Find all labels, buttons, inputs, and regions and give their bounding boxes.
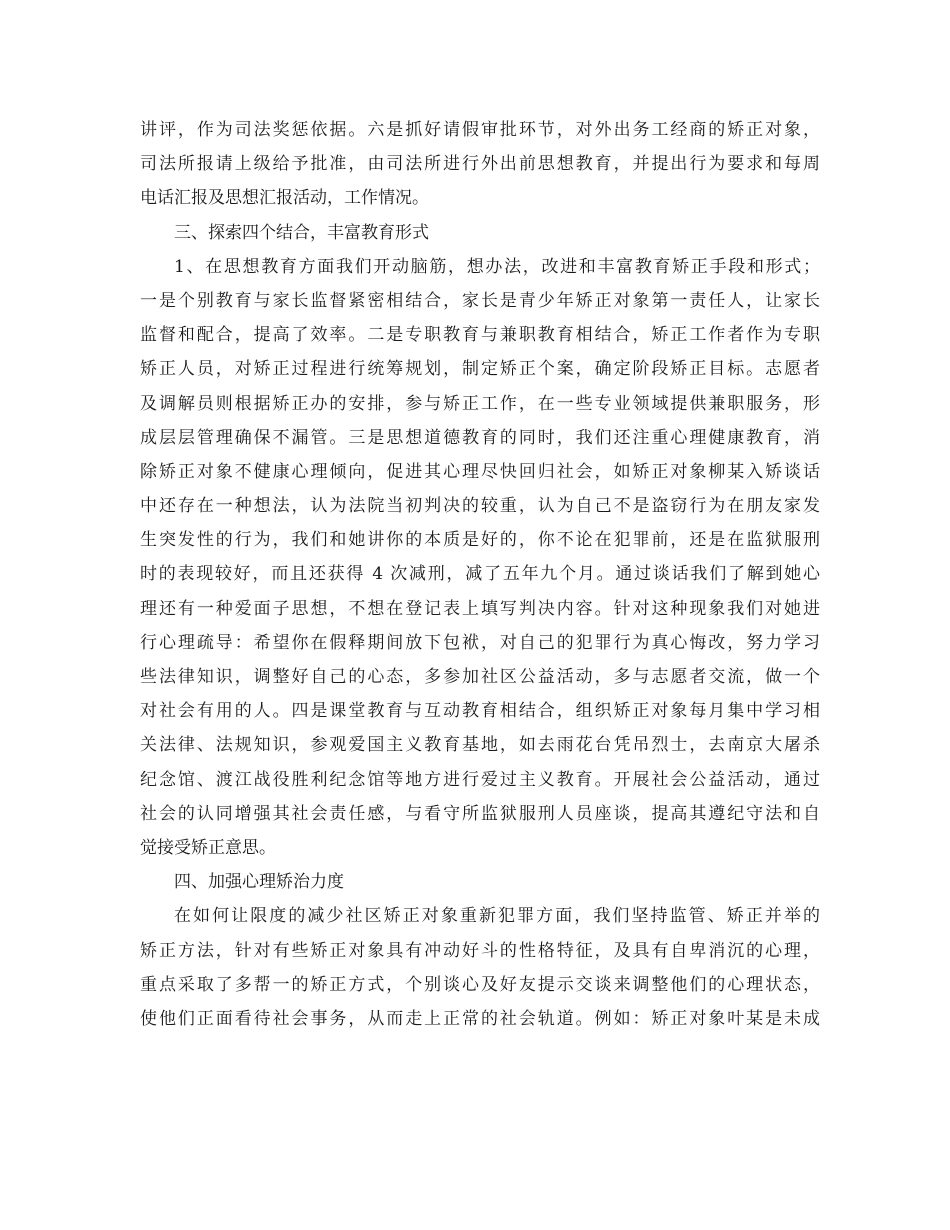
text-line: 理还有一种爱面子思想，不想在登记表上填写判决内容。针对这种现象我们对她进 [140,598,820,619]
section-heading: 四、加强心理矫治力度 [174,872,344,893]
text-line: 除矫正对象不健康心理倾向，促进其心理尽快回归社会，如矫正对象柳某入矫谈话 [140,461,820,482]
text-line: 监督和配合，提高了效率。二是专职教育与兼职教育相结合，矫正工作者作为专职 [140,325,820,346]
document-body [140,113,820,1036]
text-line: 矫正方法，针对有些矫正对象具有冲动好斗的性格特征，及具有自卑消沉的心理， [140,940,820,961]
text-line: 生突发性的行为，我们和她讲你的本质是好的，你不论在犯罪前，还是在监狱服刑 [140,530,820,551]
text-line: 讲评，作为司法奖惩依据。六是抓好请假审批环节，对外出务工经商的矫正对象， [140,120,820,140]
text-line: 些法律知识，调整好自己的心态，多参加社区公益活动，多与志愿者交流，做一个 [140,667,820,687]
text-line: 一是个别教育与家长监督紧密相结合，家长是青少年矫正对象第一责任人，让家长 [140,290,820,311]
text-line: 对社会有用的人。四是课堂教育与互动教育相结合，组织矫正对象每月集中学习相 [140,701,820,722]
text-line: 纪念馆、渡江战役胜利纪念馆等地方进行爱过主义教育。开展社会公益活动，通过 [140,769,820,790]
text-line: 使他们正面看待社会事务，从而走上正常的社会轨道。例如：矫正对象叶某是未成 [140,1008,820,1029]
text-line: 关法律、法规知识，参观爱国主义教育基地，如去雨花台凭吊烈士，去南京大屠杀 [140,735,820,756]
text-line: 觉接受矫正意思。 [140,837,276,858]
text-line: 中还存在一种想法，认为法院当初判决的较重，认为自己不是盗窃行为在朋友家发 [140,496,820,517]
text-line: 及调解员则根据矫正办的安排，参与矫正工作，在一些专业领域提供兼职服务，形 [140,393,820,414]
section-heading: 三、探索四个结合，丰富教育形式 [174,222,429,243]
text-line: 在如何让限度的减少社区矫正对象重新犯罪方面，我们坚持监管、矫正并举的 [174,906,820,927]
text-line: 1、在思想教育方面我们开动脑筋，想办法，改进和丰富教育矫正手段和形式； [174,256,820,277]
text-line: 行心理疏导：希望你在假释期间放下包袱，对自己的犯罪行为真心悔改，努力学习 [140,632,820,653]
text-line: 成层层管理确保不漏管。三是思想道德教育的同时，我们还注重心理健康教育，消 [140,427,820,448]
text-line: 矫正人员，对矫正过程进行统筹规划，制定矫正个案，确定阶段矫正目标。志愿者 [140,359,820,380]
text-line: 司法所报请上级给予批准，由司法所进行外出前思想教育，并提出行为要求和每周 [140,154,820,175]
text-line: 社会的认同增强其社会责任感，与看守所监狱服刑人员座谈，提高其遵纪守法和自 [140,803,820,824]
text-line: 电话汇报及思想汇报活动，工作情况。 [140,188,429,209]
text-line: 时的表现较好，而且还获得 4 次减刑，减了五年九个月。通过谈话我们了解到她心 [140,564,820,585]
text-line: 重点采取了多帮一的矫正方式，个别谈心及好友提示交谈来调整他们的心理状态， [140,974,820,995]
